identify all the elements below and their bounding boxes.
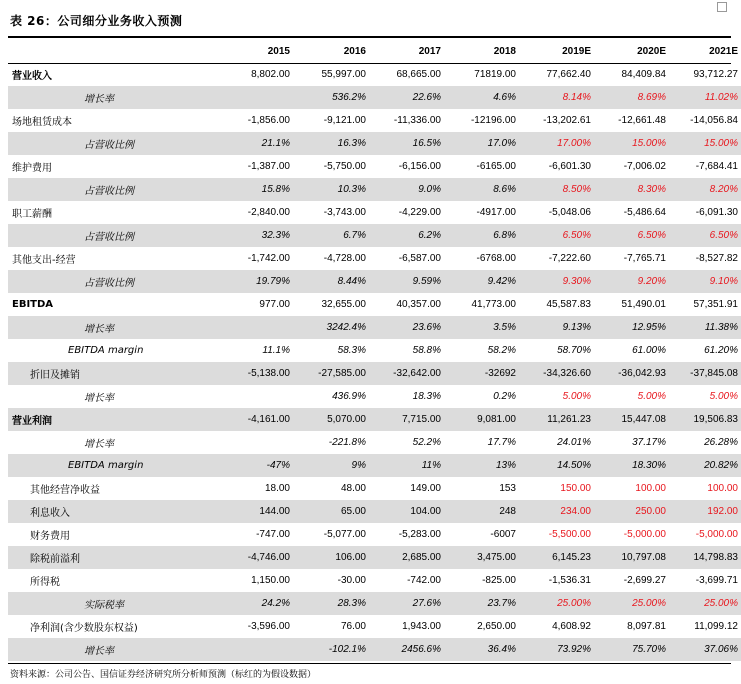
table-cell <box>222 86 293 109</box>
source-note: 资料来源：公司公告、国信证券经济研究所分析师预测（标红的为假设数据） <box>10 670 317 680</box>
table-cell: 17.00% <box>519 132 594 155</box>
table-cell: 100.00 <box>707 483 738 494</box>
row-label: 利息收入 <box>8 500 222 523</box>
row-label: 增长率 <box>84 439 114 450</box>
table-cell: 10.3% <box>293 178 369 201</box>
table-cell: 16.3% <box>293 132 369 155</box>
table-cell: 5,070.00 <box>293 408 369 431</box>
table-cell: -5,077.00 <box>323 529 366 540</box>
table-cell: 6.50% <box>519 224 594 247</box>
table-cell: 9.20% <box>594 270 669 293</box>
table-cell: 2,650.00 <box>477 621 516 632</box>
table-cell: 6.2% <box>369 224 444 247</box>
table-cell: 11,099.12 <box>694 621 738 632</box>
row-label: 其他经营净收益 <box>30 485 100 496</box>
bottom-rule <box>8 663 731 664</box>
row-label: 增长率 <box>8 86 222 109</box>
table-cell <box>222 431 293 454</box>
table-cell: 65.00 <box>293 500 369 523</box>
table-cell: 8.6% <box>444 178 519 201</box>
table-cell: 12.95% <box>594 316 669 339</box>
row-label: 职工薪酬 <box>12 209 52 220</box>
table-cell: 1,150.00 <box>251 575 290 586</box>
table-cell: 9.13% <box>519 316 594 339</box>
table-cell: 6.8% <box>444 224 519 247</box>
table-cell: 9.59% <box>369 270 444 293</box>
header-2020e: 2020E <box>637 46 666 57</box>
table-cell: 11.1% <box>262 345 290 356</box>
table-cell: 20.82% <box>669 454 741 477</box>
table-cell: -5,486.64 <box>623 207 666 218</box>
table-cell: 68,665.00 <box>396 69 441 80</box>
header-2021e: 2021E <box>709 46 738 57</box>
table-cell: -2,840.00 <box>247 207 290 218</box>
table-cell: -8,527.82 <box>695 253 738 264</box>
table-cell: 6.7% <box>293 224 369 247</box>
row-label: EBITDA <box>12 299 54 310</box>
table-cell: 58.2% <box>487 345 516 356</box>
table-cell: -825.00 <box>482 575 516 586</box>
table-cell: 8,802.00 <box>251 69 290 80</box>
table-row <box>8 408 741 431</box>
table-cell: 8,097.81 <box>627 621 666 632</box>
table-cell: 11.02% <box>669 86 741 109</box>
table-cell: 19.79% <box>222 270 293 293</box>
table-row <box>8 201 741 224</box>
row-label: 净利润(含少数股东权益) <box>30 623 138 634</box>
table-cell: 6.50% <box>594 224 669 247</box>
row-label: 占营收比例 <box>8 270 222 293</box>
table-row <box>8 109 741 132</box>
table-cell: 9.10% <box>669 270 741 293</box>
header-2019e: 2019E <box>562 46 591 57</box>
table-cell: 18.30% <box>594 454 669 477</box>
row-label: 其他支出-经营 <box>12 255 76 266</box>
table-cell: -6768.00 <box>476 253 516 264</box>
table-cell: 106.00 <box>293 546 369 569</box>
table-cell: 4,608.92 <box>552 621 591 632</box>
table-cell: 11% <box>369 454 444 477</box>
row-label: 所得税 <box>30 577 60 588</box>
table-cell: 23.6% <box>369 316 444 339</box>
table-cell: 15.00% <box>669 132 741 155</box>
table-cell: -4,746.00 <box>222 546 293 569</box>
table-cell: -6007 <box>490 529 516 540</box>
table-row <box>8 293 741 316</box>
header-label <box>8 40 222 63</box>
table-cell: 32.3% <box>222 224 293 247</box>
table-cell: -4,161.00 <box>222 408 293 431</box>
row-label: 财务费用 <box>30 531 70 542</box>
table-row <box>8 63 741 86</box>
table-cell: -9,121.00 <box>323 115 366 126</box>
table-cell: 436.9% <box>332 391 366 402</box>
table-cell: 48.00 <box>340 483 366 494</box>
table-cell: 8.69% <box>594 86 669 109</box>
table-cell: 2456.6% <box>369 638 444 661</box>
corner-marker <box>717 2 727 12</box>
table-cell: -5,750.00 <box>323 161 366 172</box>
table-cell: 58.70% <box>557 345 591 356</box>
table-cell: 3.5% <box>444 316 519 339</box>
table-cell: 104.00 <box>369 500 444 523</box>
table-cell: -221.8% <box>328 437 366 448</box>
table-cell: -6,091.30 <box>695 207 738 218</box>
table-cell <box>222 316 293 339</box>
row-label: 增长率 <box>8 638 222 661</box>
table-row <box>8 569 741 592</box>
header-2015: 2015 <box>267 46 290 57</box>
table-cell: 4.6% <box>444 86 519 109</box>
table-cell: 61.20% <box>704 345 738 356</box>
table-row <box>8 270 741 293</box>
table-cell: 15.8% <box>222 178 293 201</box>
table-cell: -102.1% <box>293 638 369 661</box>
table-cell: -5,138.00 <box>222 362 293 385</box>
table-cell: 250.00 <box>594 500 669 523</box>
table-row <box>8 362 741 385</box>
row-label: 占营收比例 <box>8 224 222 247</box>
table-cell: 24.01% <box>557 437 591 448</box>
table-cell: 2,685.00 <box>369 546 444 569</box>
row-label: 除税前溢利 <box>8 546 222 569</box>
table-cell: 7,715.00 <box>369 408 444 431</box>
table-cell: -32692 <box>444 362 519 385</box>
table-row <box>8 178 741 201</box>
table-cell: -7,222.60 <box>548 253 591 264</box>
table-cell: 93,712.27 <box>693 69 738 80</box>
table-cell: 8.30% <box>594 178 669 201</box>
row-label: 营业收入 <box>12 71 52 82</box>
table-cell: -3,596.00 <box>247 621 290 632</box>
table-cell: 36.4% <box>444 638 519 661</box>
table-cell: 45,587.83 <box>546 299 591 310</box>
table-cell: 8.14% <box>519 86 594 109</box>
table-cell: 5.00% <box>562 391 591 402</box>
table-cell: 15,447.08 <box>594 408 669 431</box>
table-cell: 150.00 <box>560 483 591 494</box>
top-rule <box>8 36 731 38</box>
table-cell: 9.42% <box>444 270 519 293</box>
table-cell: 24.2% <box>222 592 293 615</box>
row-label: 折旧及摊销 <box>8 362 222 385</box>
forecast-table <box>8 40 741 661</box>
table-cell: 9.0% <box>369 178 444 201</box>
table-body <box>8 63 741 661</box>
table-cell: -5,048.06 <box>548 207 591 218</box>
table-row <box>8 592 741 615</box>
table-cell: -11,336.00 <box>393 115 441 126</box>
table-row <box>8 546 741 569</box>
table-cell: 22.6% <box>369 86 444 109</box>
table-cell: -47% <box>222 454 293 477</box>
table-cell: 16.5% <box>369 132 444 155</box>
table-cell: 13% <box>444 454 519 477</box>
table-cell: 71819.00 <box>474 69 516 80</box>
table-cell: 9,081.00 <box>444 408 519 431</box>
table-cell: 144.00 <box>222 500 293 523</box>
row-label: 场地租赁成本 <box>12 117 72 128</box>
table-cell: 25.00% <box>519 592 594 615</box>
table-cell: -30.00 <box>337 575 366 586</box>
table-cell: 84,409.84 <box>621 69 666 80</box>
table-cell: 26.28% <box>704 437 738 448</box>
table-row <box>8 155 741 178</box>
table-cell: 192.00 <box>669 500 741 523</box>
table-cell: 27.6% <box>369 592 444 615</box>
header-row <box>8 40 741 63</box>
table-cell: 52.2% <box>412 437 441 448</box>
row-label: 增长率 <box>84 393 114 404</box>
table-cell: 77,662.40 <box>546 69 591 80</box>
table-cell: -14,056.84 <box>690 115 738 126</box>
table-cell: 32,655.00 <box>321 299 366 310</box>
table-cell: 15.00% <box>594 132 669 155</box>
table-cell: 248 <box>444 500 519 523</box>
row-label: EBITDA margin <box>68 345 144 356</box>
table-cell: 5.00% <box>637 391 666 402</box>
table-cell: -5,283.00 <box>398 529 441 540</box>
row-label: 占营收比例 <box>8 132 222 155</box>
table-cell: -6,156.00 <box>398 161 441 172</box>
table-cell: 14.50% <box>519 454 594 477</box>
row-label: EBITDA margin <box>8 454 222 477</box>
table-title: 表 26：公司细分业务收入预测 <box>10 14 183 28</box>
table-cell: 19,506.83 <box>669 408 741 431</box>
table-cell: -13,202.61 <box>543 115 591 126</box>
table-cell: -12,661.48 <box>618 115 666 126</box>
table-cell: 58.8% <box>412 345 441 356</box>
table-row <box>8 247 741 270</box>
table-cell: -7,765.71 <box>623 253 666 264</box>
table-cell: -747.00 <box>256 529 290 540</box>
table-cell: 10,797.08 <box>594 546 669 569</box>
table-cell: 37.17% <box>632 437 666 448</box>
table-cell: 58.3% <box>337 345 366 356</box>
row-label: 营业利润 <box>8 408 222 431</box>
table-row <box>8 500 741 523</box>
table-cell: -7,684.41 <box>695 161 738 172</box>
header-2016: 2016 <box>343 46 366 57</box>
table-cell <box>222 385 293 408</box>
table-cell: -12196.00 <box>470 115 516 126</box>
table-cell: 8.44% <box>293 270 369 293</box>
table-row <box>8 454 741 477</box>
table-row <box>8 431 741 454</box>
header-2018: 2018 <box>493 46 516 57</box>
table-cell: 17.7% <box>487 437 516 448</box>
table-cell: 41,773.00 <box>471 299 516 310</box>
table-row <box>8 132 741 155</box>
table-cell: 37.06% <box>669 638 741 661</box>
table-row <box>8 339 741 362</box>
table-cell: -7,006.02 <box>623 161 666 172</box>
table-cell: 100.00 <box>635 483 666 494</box>
table-cell: -34,326.60 <box>519 362 594 385</box>
table-row <box>8 224 741 247</box>
table-cell: 73.92% <box>519 638 594 661</box>
table-row <box>8 385 741 408</box>
table-cell: -5,000.00 <box>695 529 738 540</box>
table-cell: 977.00 <box>259 299 290 310</box>
table-cell: 14,798.83 <box>669 546 741 569</box>
table-cell: -4,229.00 <box>398 207 441 218</box>
table-row <box>8 477 741 500</box>
table-cell: 28.3% <box>293 592 369 615</box>
table-cell: 11.38% <box>669 316 741 339</box>
table-cell: 8.50% <box>519 178 594 201</box>
table-cell: 18.00 <box>264 483 290 494</box>
table-cell: -1,387.00 <box>247 161 290 172</box>
table-cell: 25.00% <box>669 592 741 615</box>
table-row <box>8 86 741 109</box>
table-cell: 1,943.00 <box>402 621 441 632</box>
header-2017: 2017 <box>418 46 441 57</box>
table-cell: 17.0% <box>444 132 519 155</box>
table-row <box>8 638 741 661</box>
table-row <box>8 523 741 546</box>
table-cell: 21.1% <box>222 132 293 155</box>
table-cell: -3,699.71 <box>695 575 738 586</box>
table-cell: 23.7% <box>444 592 519 615</box>
table-cell: -742.00 <box>407 575 441 586</box>
table-cell: 40,357.00 <box>396 299 441 310</box>
table-cell: 536.2% <box>293 86 369 109</box>
table-cell: 61.00% <box>632 345 666 356</box>
table-cell: 6.50% <box>669 224 741 247</box>
table-cell: 57,351.91 <box>693 299 738 310</box>
table-cell: 8.20% <box>669 178 741 201</box>
table-cell: 5.00% <box>709 391 738 402</box>
table-cell: -4917.00 <box>476 207 516 218</box>
table-row <box>8 615 741 638</box>
table-cell: -2,699.27 <box>623 575 666 586</box>
row-label: 占营收比例 <box>8 178 222 201</box>
table-cell: -32,642.00 <box>369 362 444 385</box>
row-label: 增长率 <box>8 316 222 339</box>
table-cell: 51,490.01 <box>621 299 666 310</box>
table-cell: 75.70% <box>594 638 669 661</box>
table-cell: -1,742.00 <box>247 253 290 264</box>
table-cell: -5,000.00 <box>623 529 666 540</box>
table-cell: -3,743.00 <box>323 207 366 218</box>
table-cell: -36,042.93 <box>594 362 669 385</box>
table-cell: 6,145.23 <box>519 546 594 569</box>
table-cell: -4,728.00 <box>323 253 366 264</box>
table-cell: -27,585.00 <box>293 362 369 385</box>
row-label: 实际税率 <box>8 592 222 615</box>
table-cell: 0.2% <box>493 391 516 402</box>
table-cell: 149.00 <box>410 483 441 494</box>
table-cell: -6165.00 <box>476 161 516 172</box>
table-cell: -6,587.00 <box>398 253 441 264</box>
table-cell: 3,475.00 <box>444 546 519 569</box>
table-cell: 18.3% <box>412 391 441 402</box>
table-cell: 234.00 <box>519 500 594 523</box>
table-cell: 76.00 <box>340 621 366 632</box>
table-cell: -37,845.08 <box>669 362 741 385</box>
table-cell: 25.00% <box>594 592 669 615</box>
table-cell: 9.30% <box>519 270 594 293</box>
row-label: 维护费用 <box>12 163 52 174</box>
table-cell: 153 <box>499 483 516 494</box>
table-row <box>8 316 741 339</box>
table-cell: 9% <box>293 454 369 477</box>
table-cell: 3242.4% <box>293 316 369 339</box>
table-cell: -1,856.00 <box>247 115 290 126</box>
table-cell: -1,536.31 <box>548 575 591 586</box>
table-cell <box>222 638 293 661</box>
table-cell: -5,500.00 <box>548 529 591 540</box>
table-cell: 11,261.23 <box>519 408 594 431</box>
table-cell: -6,601.30 <box>548 161 591 172</box>
table-cell: 55,997.00 <box>321 69 366 80</box>
